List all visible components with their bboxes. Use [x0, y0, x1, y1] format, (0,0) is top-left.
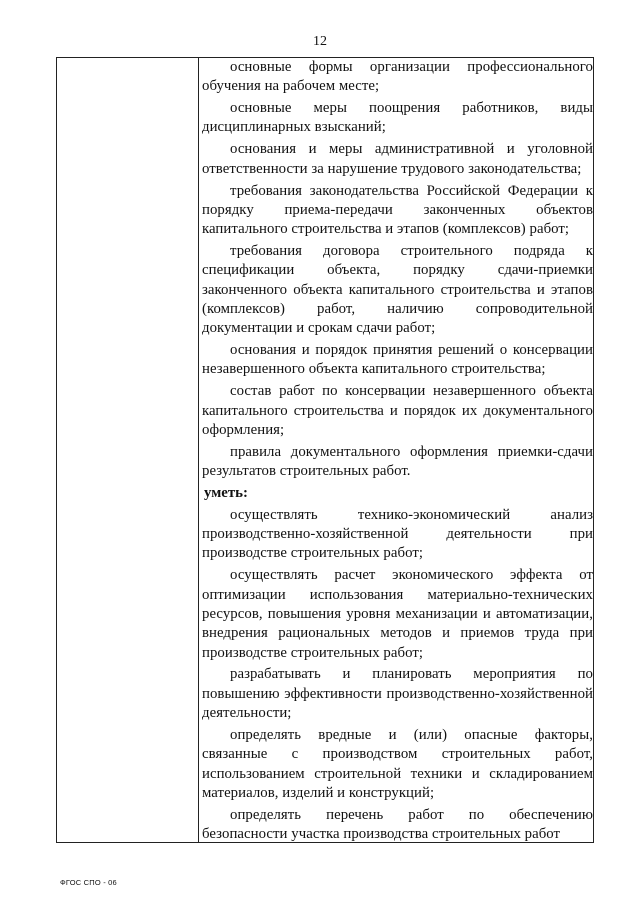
know-item: основные формы организации профессионального обучения на рабочем месте;	[202, 59, 593, 95]
skill-item: осуществлять технико-экономический анализ производственно-хозяйственной деятельности при производстве строительных работ;	[202, 506, 593, 562]
know-item: требования договора строительного подряда к спецификации объекта, порядку сдачи-приемки законченного объекта капитального строительства и этапов (комплексов) работ, наличию сопроводительной документации и срокам сдачи работ;	[202, 243, 593, 337]
skill-item: осуществлять расчет экономического эффекта от оптимизации использования материально-технических ресурсов, повышения уровня механизации и автоматизации, внедрения рациональных методов и приемов труда при производстве строительных работ;	[202, 567, 593, 661]
skill-item: определять вредные и (или) опасные факторы, связанные с производством строительных работ, использованием строительной техники и складированием материалов, изделий и конструкций;	[202, 726, 593, 801]
skill-item: определять перечень работ по обеспечению безопасности участка производства строительных работ	[202, 806, 593, 842]
skills-heading: уметь:	[204, 484, 248, 501]
page-number: 12	[313, 34, 327, 49]
table-right-cell	[199, 58, 593, 842]
know-item: правила документального оформления приемки-сдачи результатов строительных работ.	[202, 443, 593, 480]
footer-code: ФГОС СПО - 06	[60, 878, 117, 887]
know-item: основные меры поощрения работников, виды дисциплинарных взысканий;	[202, 100, 593, 136]
know-item: основания и порядок принятия решений о консервации незавершенного объекта капитального строительства;	[202, 342, 593, 378]
table-left-cell	[57, 58, 199, 842]
skill-item: разрабатывать и планировать мероприятия по повышению эффективности производственно-хозяйственной деятельности;	[202, 666, 593, 722]
know-item: требования законодательства Российской Федерации к порядку приема-передачи законченных объектов капитального строительства и этапов (комплексов) работ;	[202, 182, 593, 238]
know-item: основания и меры административной и уголовной ответственности за нарушение трудового законодательства;	[202, 141, 593, 177]
standard-table	[56, 57, 594, 843]
know-item: состав работ по консервации незавершенного объекта капитального строительства и порядок их документального оформления;	[202, 383, 593, 438]
